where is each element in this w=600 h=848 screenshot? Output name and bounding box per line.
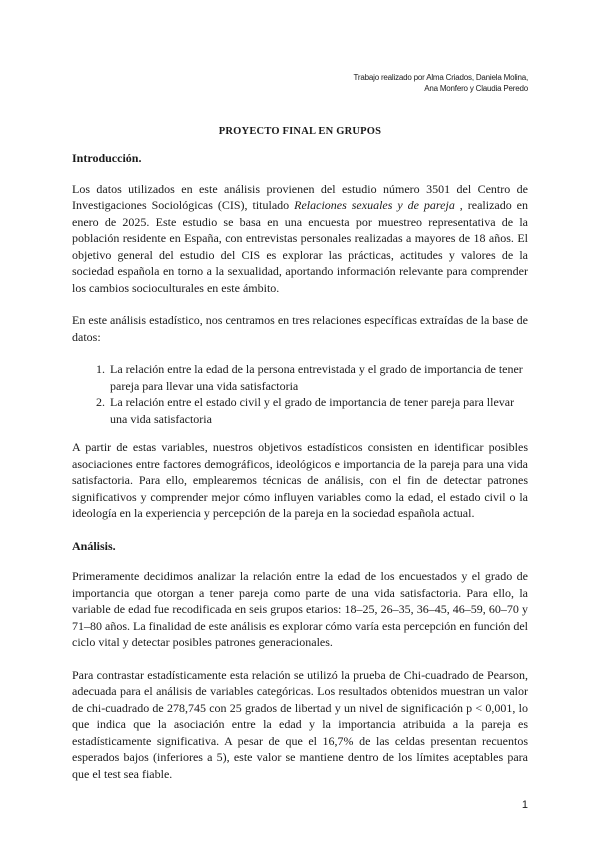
list-item-text: La relación entre la edad de la persona entrevistada y el grado de importancia de tener pareja para llevar una vida satisfactoria	[110, 362, 523, 393]
authors-line-1: Trabajo realizado por Alma Criados, Daniela Molina,	[353, 73, 528, 82]
intro-paragraph-2: En este análisis estadístico, nos centramos en tres relaciones específicas extraídas de la base de datos:	[72, 313, 528, 344]
study-title-italic: Relaciones sexuales y de pareja	[294, 198, 455, 212]
relations-list	[72, 361, 528, 427]
intro-p1-text-a: Los datos utilizados en este análisis provienen del estudio número 3501 del Centro de Investigaciones Sociológicas (CIS), titulado	[72, 181, 528, 212]
analysis-paragraph-2: Para contrastar estadísticamente esta relación se utilizó la prueba de Chi-cuadrado de Pearson, adecuada para el análisis de variables categóricas. Los resultados obtenidos muestran un valor de chi-cuadrado de 278,745 con 25 grados de libertad y un nivel de significación p < 0,001, lo que indica que la asociación entre la edad y la importancia atribuida a la pareja es estadísticamente significativa. A pesar de que el 16,7% de las celdas presentan recuentos esperados bajos (inferiores a 5), este valor se mantiene dentro de los límites aceptables para que el test sea fiable.	[72, 667, 528, 781]
intro-paragraph-1	[72, 181, 528, 297]
list-item	[108, 394, 528, 427]
intro-heading: Introducción.	[72, 151, 142, 165]
analysis-heading: Análisis.	[72, 538, 116, 553]
list-item	[108, 361, 528, 394]
document-body	[72, 150, 528, 798]
page-number: 1	[521, 799, 528, 811]
list-item-text: La relación entre el estado civil y el grado de importancia de tener pareja para llevar una vida satisfactoria	[110, 395, 515, 426]
authors-header	[354, 72, 528, 94]
analysis-paragraph-1: Primeramente decidimos analizar la relación entre la edad de los encuestados y el grado de importancia que otorgan a tener pareja como parte de una vida satisfactoria. Para ello, la variable de edad fue recodificada en seis grupos etarios: 18–25, 26–35, 36–45, 46–59, 60–70 y 71–80 años. La finalidad de este análisis es explorar cómo varía esta percepción en función del ciclo vital y detectar posibles patrones generacionales.	[72, 569, 528, 649]
intro-paragraph-3: A partir de estas variables, nuestros objetivos estadísticos consisten en identificar posibles asociaciones entre factores demográficos, ideológicos e importancia de la pareja para una vida satisfactoria. Para ello, emplearemos técnicas de análisis, con el fin de detectar patrones significativos y comprender mejor cómo influyen variables como la edad, el estado civil o la ideología en la experiencia y percepción de la pareja en la sociedad española actual.	[72, 440, 528, 520]
intro-p1-text-b: , realizado en enero de 2025. Este estudio se basa en una encuesta por muestreo representativa de la población residente en España, con entrevistas personales realizadas a mayores de 18 años. El objetivo general del estudio del CIS es explorar las prácticas, actitudes y valores de la sociedad española en torno a la sexualidad, aportando información relevante para comprender los cambios socioculturales en este ámbito.	[72, 198, 529, 295]
authors-line-2: Ana Monfero y Claudia Peredo	[424, 84, 528, 93]
document-title: PROYECTO FINAL EN GRUPOS	[218, 126, 382, 137]
